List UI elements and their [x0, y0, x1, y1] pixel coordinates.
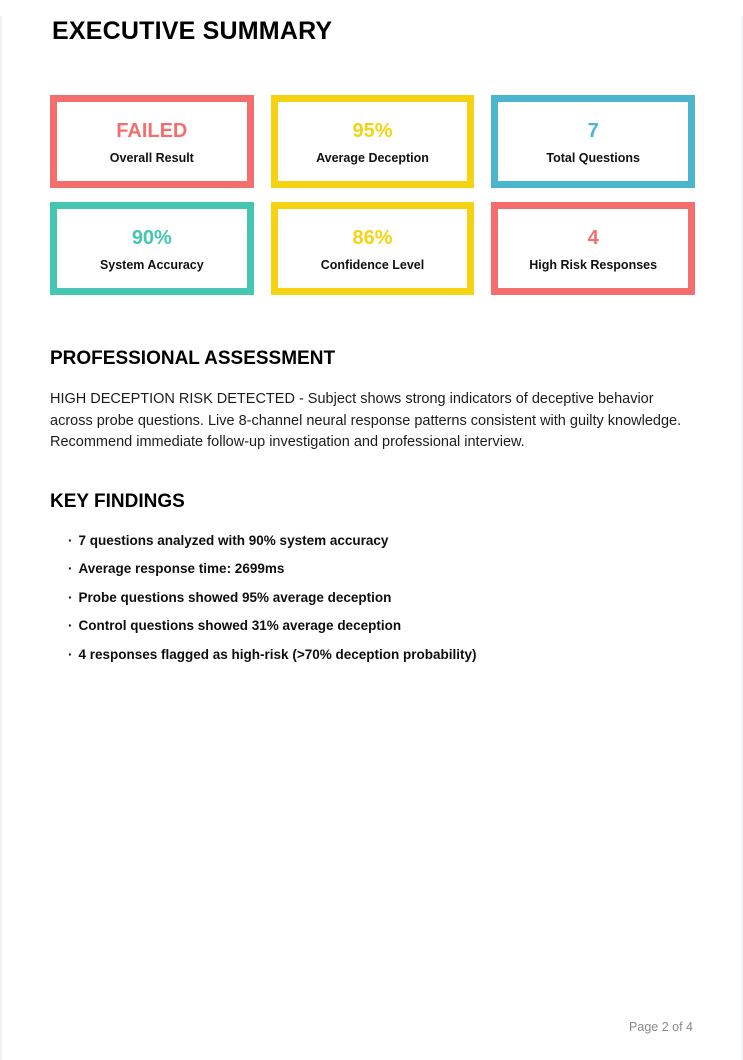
stat-card-total-questions	[491, 95, 695, 188]
stat-card-overall-result	[50, 95, 254, 188]
key-finding-item: · 4 responses flagged as high-risk (>70% deception probability)	[68, 648, 695, 663]
page-content	[2, 16, 741, 662]
professional-assessment-heading: PROFESSIONAL ASSESSMENT	[50, 348, 336, 369]
professional-assessment-body: HIGH DECEPTION RISK DETECTED - Subject shows strong indicators of deceptive behavior across probe questions. Live 8-channel neural response patterns consistent with guilty knowledge. Recommend immediate follow-up investigation and professional interview.	[50, 391, 682, 450]
stat-label: Total Questions	[546, 151, 640, 165]
stat-value: 4	[587, 227, 599, 249]
key-findings-list	[50, 534, 695, 663]
key-findings-heading: KEY FINDINGS	[50, 490, 185, 512]
stat-card-confidence-level	[271, 202, 475, 295]
stat-label: Average Deception	[316, 151, 429, 165]
stat-card-average-deception	[271, 95, 475, 188]
stat-label: System Accuracy	[99, 258, 204, 272]
key-finding-item: · Control questions showed 31% average deception	[68, 619, 695, 634]
stat-value: 95%	[352, 120, 393, 142]
report-page	[0, 16, 743, 1060]
key-finding-item: · Average response time: 2699ms	[68, 562, 695, 577]
stat-value: FAILED	[116, 120, 188, 142]
page-title: EXECUTIVE SUMMARY	[52, 17, 333, 45]
stat-value: 7	[587, 120, 599, 142]
stat-value: 86%	[352, 227, 393, 249]
stat-label: Confidence Level	[320, 258, 425, 272]
stat-label: Overall Result	[109, 151, 194, 165]
stat-label: High Risk Responses	[529, 258, 658, 272]
page-number: Page 2 of 4	[629, 1020, 693, 1034]
stats-grid	[50, 95, 695, 295]
stat-card-high-risk-responses	[491, 202, 695, 295]
key-finding-item: · Probe questions showed 95% average deception	[68, 591, 695, 606]
stat-card-system-accuracy	[50, 202, 254, 295]
stat-value: 90%	[131, 227, 172, 249]
key-finding-item: · 7 questions analyzed with 90% system accuracy	[68, 534, 695, 549]
